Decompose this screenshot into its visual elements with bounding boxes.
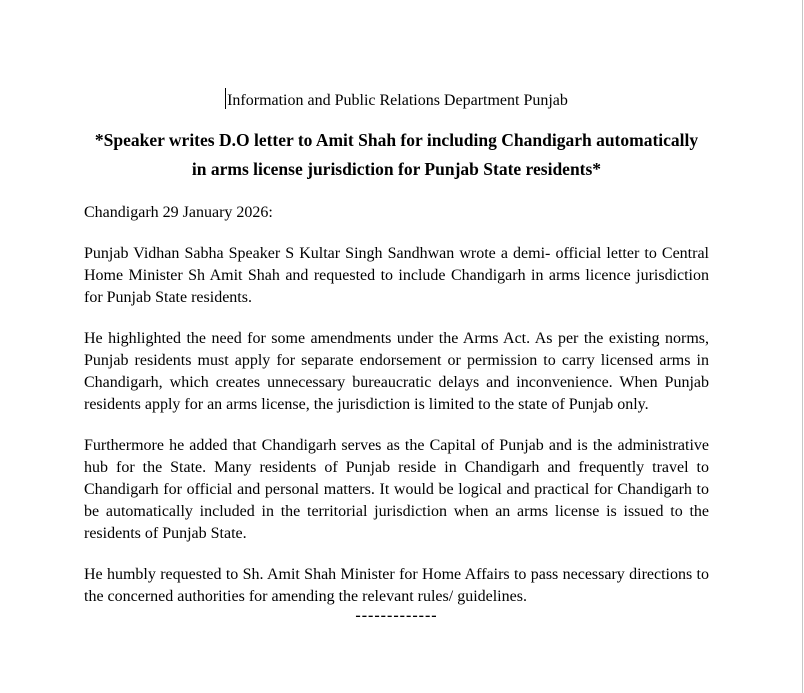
text-cursor-caret — [225, 88, 226, 109]
dateline[interactable]: Chandigarh 29 January 2026: — [84, 204, 273, 221]
paragraph-4[interactable]: He humbly requested to Sh. Amit Shah Minister for Home Affairs to pass necessary directions to the concerned authorities for amending the relevant rules/ guidelines. — [84, 566, 709, 605]
page-edge-line — [802, 0, 803, 693]
paragraph-3[interactable]: Furthermore he added that Chandigarh serves as the Capital of Punjab and is the administrative hub for the State. Many residents of Punjab reside in Chandigarh and frequently travel to Chandigarh for official and personal matters. It would be logical and practical for Chandigarh to be automatically included in the territorial jurisdiction when an arms license is issued to the residents of Punjab State. — [84, 437, 709, 542]
paragraph-1[interactable]: Punjab Vidhan Sabha Speaker S Kultar Singh Sandhwan wrote a demi- official letter to Central Home Minister Sh Amit Shah and requested to include Chandigarh in arms licence jurisdiction for Punjab State residents. — [84, 245, 709, 306]
document-header[interactable] — [84, 88, 709, 112]
paragraph-2[interactable]: He highlighted the need for some amendments under the Arms Act. As per the existing norms, Punjab residents must apply for separate endorsement or permission to carry licensed arms in Chandigarh, which creates unnecessary bureaucratic delays and inconvenience. When Punjab residents apply for an arms license, the jurisdiction is limited to the state of Punjab only. — [84, 330, 709, 413]
header-text: Information and Public Relations Department Punjab — [227, 92, 568, 109]
end-separator: ------------- — [355, 607, 438, 624]
document-title[interactable]: *Speaker writes D.O letter to Amit Shah for including Chandigarh automatically in arms license jurisdiction for Punjab State residents* — [94, 130, 699, 179]
